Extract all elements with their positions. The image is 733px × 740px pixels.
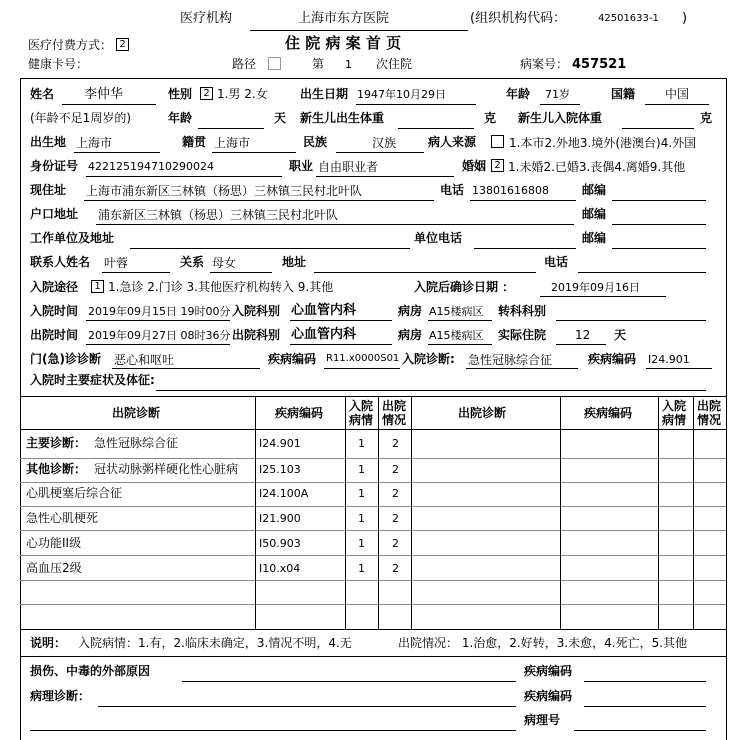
job-label: 职业: [289, 159, 314, 173]
form-left-border: [20, 78, 21, 740]
infant-age-label: 年龄: [168, 111, 193, 125]
symptoms-label: 入院时主要症状及体征:: [30, 373, 155, 387]
hukou-value: 浦东新区三林镇（杨思）三林镇三民村北叶队: [98, 208, 339, 222]
birthplace-underline: [74, 152, 160, 153]
native-value: 上海市: [214, 136, 251, 150]
th-code-right: 疾病编码: [584, 406, 633, 420]
admit-diag-underline: [466, 368, 578, 369]
name-underline: [62, 104, 156, 105]
admission-seq-prefix: 第: [312, 57, 325, 71]
diag-text: 急性心肌梗死: [26, 511, 99, 525]
diag-text: 急性冠脉综合征: [94, 436, 179, 450]
admit-diag-value: 急性冠脉综合征: [468, 353, 553, 367]
stay-underline: [556, 344, 606, 345]
th-out-cond-r2: 情况: [697, 413, 722, 427]
injury-code-label: 疾病编码: [524, 664, 573, 678]
th-in-cond-r1: 入院: [662, 399, 687, 413]
in-time-value: 2019年09月15日 19时00分: [88, 305, 231, 318]
admit-code-label: 疾病编码: [588, 352, 637, 366]
clinic-code-value: R11.x0000S01: [326, 353, 400, 364]
age-label: 年龄: [506, 87, 531, 101]
dob-underline: [356, 104, 476, 105]
work-underline: [130, 248, 410, 249]
zip-label-2: 邮编: [582, 207, 607, 221]
pathology-underline: [98, 706, 516, 707]
th-diag: 出院诊断: [112, 406, 161, 420]
stay-label: 实际住院: [498, 328, 547, 342]
in-dept-value: 心血管内科: [291, 303, 357, 318]
ward-underline: [428, 320, 492, 321]
ethnicity-value: 汉族: [372, 136, 397, 150]
native-label: 籍贯: [182, 135, 207, 149]
marriage-label: 婚姻: [462, 159, 487, 173]
ward-underline-2: [428, 344, 492, 345]
ward-value: A15楼病区: [429, 305, 484, 318]
diag-code: I24.100A: [259, 487, 309, 500]
th-out-cond-r1: 出院: [697, 399, 722, 413]
out-cond: 2: [392, 537, 399, 550]
out-dept-underline: [290, 344, 392, 345]
org-code: 42501633-1: [598, 13, 659, 24]
case-no-label: 病案号：: [520, 57, 569, 71]
marriage-options: 1.未婚2.已婚3.丧偶4.离婚9.其他: [508, 160, 686, 174]
work-phone-label: 单位电话: [414, 231, 463, 245]
source-options: 1.本市2.外地3.境外(港澳台)4.外国: [509, 136, 697, 150]
nationality-underline: [645, 104, 709, 105]
native-underline: [212, 152, 296, 153]
admit-weight-label: 新生儿入院体重: [518, 111, 603, 125]
org-code-close: ): [682, 11, 688, 26]
admit-code-value: I24.901: [648, 353, 690, 366]
zip-underline: [612, 200, 706, 201]
clinic-diag-underline: [112, 368, 260, 369]
id-value: 422125194710290024: [88, 160, 214, 173]
relation-value: 母女: [212, 256, 237, 270]
stay-unit: 天: [614, 328, 627, 342]
in-dept-underline: [290, 320, 392, 321]
out-cond: 2: [392, 487, 399, 500]
out-dept-value: 心血管内科: [291, 327, 357, 342]
in-dept-label: 入院科别: [232, 304, 281, 318]
in-time-underline: [86, 320, 230, 321]
org-code-label: (组织机构代码：: [470, 11, 567, 26]
symptoms-underline: [156, 390, 706, 391]
birth-weight-underline: [398, 128, 474, 129]
diag-code: I50.903: [259, 537, 301, 550]
in-cond: 1: [358, 487, 365, 500]
birthplace-value: 上海市: [76, 136, 113, 150]
injury-label: 损伤、中毒的外部原因: [30, 664, 151, 678]
pathology-underline-2: [30, 730, 516, 731]
pay-method-box[interactable]: 2: [116, 38, 129, 51]
th-code: 疾病编码: [275, 406, 324, 420]
pathology-no-label: 病理号: [524, 713, 561, 727]
admission-seq: 1: [345, 58, 352, 71]
pathology-no-underline: [574, 730, 706, 731]
th-in-cond-2: 病情: [349, 413, 374, 427]
in-cond: 1: [358, 512, 365, 525]
dob-label: 出生日期: [300, 87, 349, 101]
notes-divider: [20, 656, 726, 657]
diag-text: 冠状动脉粥样硬化性心脏病: [94, 462, 239, 476]
marriage-box[interactable]: 2: [491, 159, 504, 172]
injury-underline: [182, 681, 516, 682]
address-value: 上海市浦东新区三林镇（杨思）三林镇三民村北叶队: [86, 184, 363, 198]
job-underline: [316, 176, 454, 177]
ward-value-2: A15楼病区: [429, 329, 484, 342]
transfer-label: 转科科别: [498, 304, 547, 318]
in-cond: 1: [358, 463, 365, 476]
admit-weight-underline: [622, 128, 694, 129]
id-underline: [86, 176, 282, 177]
page-title: 住 院 病 案 首 页: [285, 34, 402, 52]
route-box[interactable]: 1: [91, 280, 104, 293]
injury-code-underline: [584, 681, 706, 682]
admit-diag-label: 入院诊断:: [402, 352, 455, 366]
work-label: 工作单位及地址: [30, 231, 115, 245]
out-cond: 2: [392, 562, 399, 575]
out-time-label: 出院时间: [30, 328, 79, 342]
hukou-underline: [96, 224, 574, 225]
org-name-underline: [250, 30, 468, 31]
diag-code: I24.901: [259, 437, 301, 450]
ethnicity-underline: [336, 152, 424, 153]
diag-code: I21.900: [259, 512, 301, 525]
contact-phone-label: 电话: [544, 255, 569, 269]
th-in-cond-r2: 病情: [662, 413, 687, 427]
path-checkbox[interactable]: [268, 57, 281, 70]
out-cond: 2: [392, 437, 399, 450]
th-in-cond-1: 入院: [349, 399, 374, 413]
pathology-label: 病理诊断：: [30, 689, 91, 703]
notes-label: 说明：: [30, 636, 67, 650]
birth-weight-label: 新生儿出生体重: [300, 111, 385, 125]
notes-in-cond: 入院病情：1.有，2.临床未确定，3.情况不明，4.无: [78, 636, 352, 650]
relation-underline: [210, 272, 272, 273]
route-options: 1.急诊 2.门诊 3.其他医疗机构转入 9.其他: [108, 280, 334, 294]
zip-label-3: 邮编: [582, 231, 607, 245]
nationality-label: 国籍: [611, 87, 636, 101]
admit-code-underline: [646, 368, 712, 369]
diag-code: I25.103: [259, 463, 301, 476]
contact-underline: [102, 272, 170, 273]
patient-name: 李仲华: [84, 87, 124, 102]
ward-label: 病房: [398, 304, 423, 318]
zip-label: 邮编: [582, 183, 607, 197]
route-label: 入院途径: [30, 280, 79, 294]
diag-text: 心肌梗塞后综合征: [26, 486, 123, 500]
th-diag-right: 出院诊断: [458, 406, 507, 420]
in-time-label: 入院时间: [30, 304, 79, 318]
out-cond: 2: [392, 463, 399, 476]
phone-underline: [470, 200, 576, 201]
ethnicity-label: 民族: [303, 135, 328, 149]
source-label: 病人来源: [428, 135, 477, 149]
pathology-code-label: 疾病编码: [524, 689, 573, 703]
notes-out-cond: 出院情况： 1.治愈，2.好转，3.未愈，4.死亡，5.其他: [398, 636, 688, 650]
contact-address-label: 地址: [282, 255, 307, 269]
dob-value: 1947年10月29日: [357, 88, 446, 101]
out-time-underline: [86, 344, 230, 345]
contact-phone-underline: [578, 272, 706, 273]
diag-code: I10.x04: [259, 562, 301, 575]
address-label: 现住址: [30, 183, 67, 197]
diag-text: 心功能II级: [26, 536, 82, 550]
sex-options: 1.男 2.女: [217, 87, 268, 101]
org-label: 医疗机构: [180, 11, 233, 26]
address-underline: [84, 200, 434, 201]
gram-unit: 克: [484, 111, 497, 125]
contact-address-underline: [314, 272, 536, 273]
stay-value: 12: [575, 328, 591, 342]
admission-seq-suffix: 次住院: [376, 57, 413, 71]
sex-box[interactable]: 2: [200, 87, 213, 100]
birthplace-label: 出生地: [30, 135, 67, 149]
in-cond: 1: [358, 537, 365, 550]
form-right-border: [726, 78, 727, 740]
in-cond: 1: [358, 562, 365, 575]
work-phone-underline: [474, 248, 576, 249]
transfer-underline: [556, 320, 706, 321]
day-unit: 天: [274, 111, 287, 125]
th-out-cond-2: 情况: [382, 413, 407, 427]
infant-age-underline: [198, 128, 264, 129]
source-checkbox[interactable]: [491, 135, 504, 148]
org-name: 上海市东方医院: [298, 11, 390, 26]
gram-unit-2: 克: [700, 111, 713, 125]
zip-underline-3: [612, 248, 706, 249]
zip-underline-2: [612, 224, 706, 225]
contact-value: 叶蓉: [104, 256, 129, 270]
relation-label: 关系: [180, 255, 205, 269]
nationality-value: 中国: [665, 87, 690, 101]
confirm-date-underline: [540, 296, 666, 297]
sex-label: 性别: [168, 87, 193, 101]
th-out-cond-1: 出院: [382, 399, 407, 413]
pathology-code-underline: [584, 706, 706, 707]
age-value: 71岁: [545, 88, 570, 101]
age-underline: [540, 104, 580, 105]
infant-note: (年龄不足1周岁的): [30, 111, 131, 125]
hukou-label: 户口地址: [30, 207, 79, 221]
name-label: 姓名: [30, 87, 55, 101]
case-no: 457521: [572, 57, 627, 72]
contact-label: 联系人姓名: [30, 255, 91, 269]
clinic-diag-value: 恶心和呕吐: [114, 353, 175, 367]
clinic-code-label: 疾病编码: [268, 352, 317, 366]
phone-label: 电话: [440, 183, 465, 197]
other-diag-label: 其他诊断：: [26, 462, 87, 476]
diag-text: 高血压2级: [26, 561, 82, 575]
ward-label-2: 病房: [398, 328, 423, 342]
main-diag-label: 主要诊断：: [26, 436, 87, 450]
phone-value: 13801616808: [472, 184, 549, 197]
job-value: 自由职业者: [318, 160, 379, 174]
clinic-diag-label: 门(急)诊诊断: [30, 352, 101, 366]
pay-method-label: 医疗付费方式：: [28, 38, 113, 52]
confirm-date-label: 入院后确诊日期 ：: [414, 280, 515, 294]
clinic-code-underline: [324, 368, 400, 369]
confirm-date-value: 2019年09月16日: [551, 281, 640, 294]
path-label: 路径: [232, 57, 257, 71]
health-card-label: 健康卡号：: [28, 57, 89, 71]
out-time-value: 2019年09月27日 08时36分: [88, 329, 231, 342]
out-dept-label: 出院科别: [232, 328, 281, 342]
id-label: 身份证号: [30, 159, 79, 173]
form-top-border: [20, 78, 726, 79]
out-cond: 2: [392, 512, 399, 525]
in-cond: 1: [358, 437, 365, 450]
